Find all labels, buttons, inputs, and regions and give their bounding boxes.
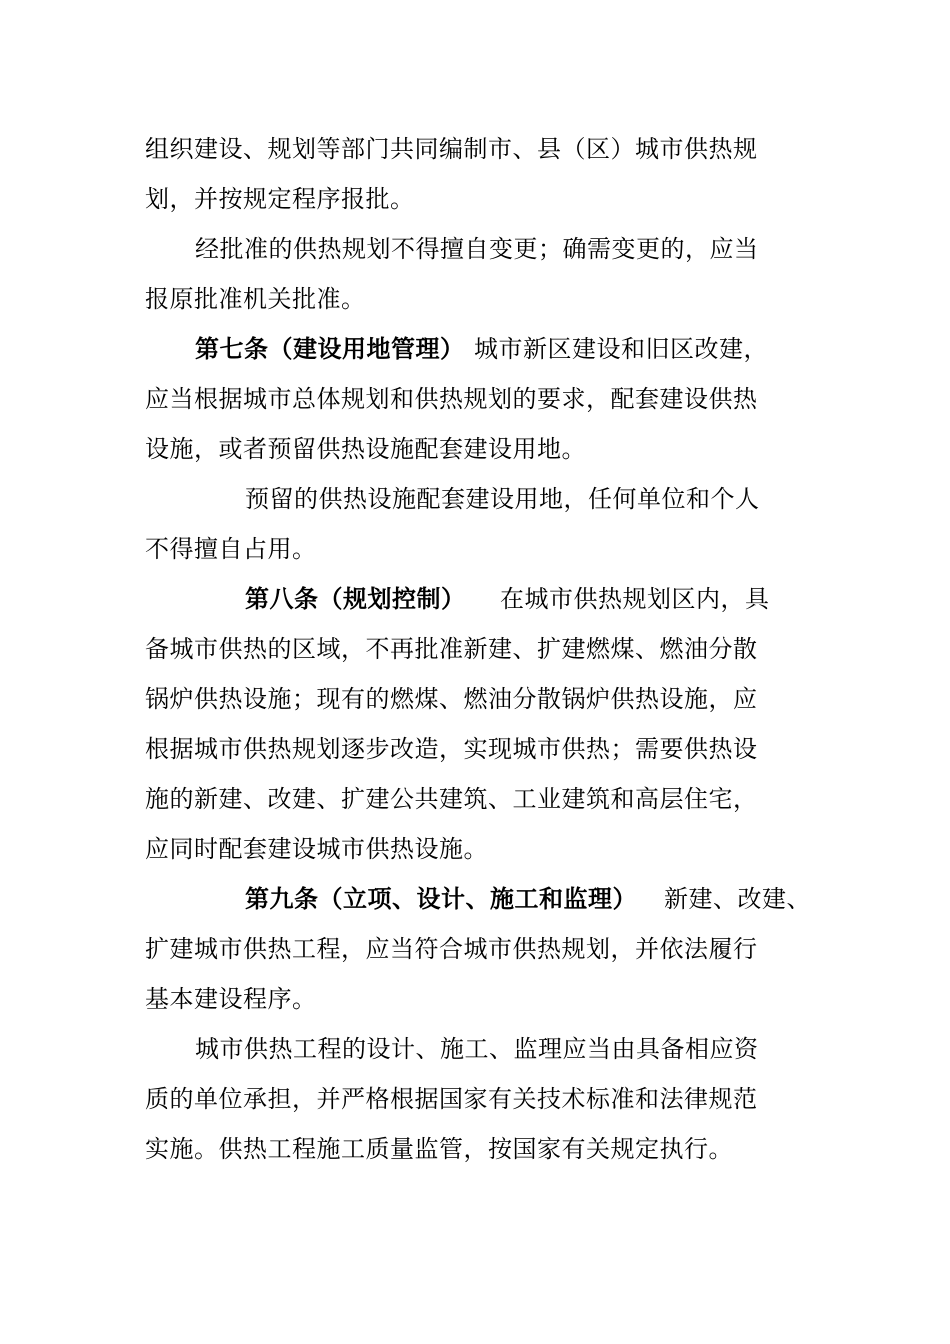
text-line: 不得擅自占用。 (145, 535, 317, 563)
text-line: 组织建设、规划等部门共同编制市、县（区）城市供热规 (145, 135, 758, 163)
article-heading-8: 第八条（规划控制） (245, 585, 466, 613)
article-heading-7: 第七条（建设用地管理） (195, 335, 465, 363)
text-line: 扩建城市供热工程，应当符合城市供热规划，并依法履行 (145, 935, 758, 963)
text-line: 预留的供热设施配套建设用地，任何单位和个人 (245, 485, 760, 513)
text-line: 备城市供热的区域，不再批准新建、扩建燃煤、燃油分散 (145, 635, 758, 663)
text-line: 锅炉供热设施；现有的燃煤、燃油分散锅炉供热设施，应 (145, 685, 758, 713)
text-line: 城市新区建设和旧区改建， (474, 335, 768, 363)
text-line: 根据城市供热规划逐步改造，实现城市供热；需要供热设 (145, 735, 758, 763)
text-line: 城市供热工程的设计、施工、监理应当由具备相应资 (195, 1035, 759, 1063)
text-line: 施的新建、改建、扩建公共建筑、工业建筑和高层住宅， (145, 785, 758, 813)
text-line: 应当根据城市总体规划和供热规划的要求，配套建设供热 (145, 385, 758, 413)
text-line: 新建、改建、 (664, 885, 811, 913)
text-line: 在城市供热规划区内，具 (500, 585, 770, 613)
text-line: 划，并按规定程序报批。 (145, 185, 415, 213)
text-line: 经批准的供热规划不得擅自变更；确需变更的，应当 (195, 235, 759, 263)
text-line: 报原批准机关批准。 (145, 285, 366, 313)
article-heading-9: 第九条（立项、设计、施工和监理） (245, 885, 637, 913)
text-line: 设施，或者预留供热设施配套建设用地。 (145, 435, 586, 463)
text-line: 质的单位承担，并严格根据国家有关技术标准和法律规范 (145, 1085, 758, 1113)
text-line: 实施。供热工程施工质量监管，按国家有关规定执行。 (145, 1135, 733, 1163)
text-line: 应同时配套建设城市供热设施。 (145, 835, 488, 863)
text-line: 基本建设程序。 (145, 985, 317, 1013)
